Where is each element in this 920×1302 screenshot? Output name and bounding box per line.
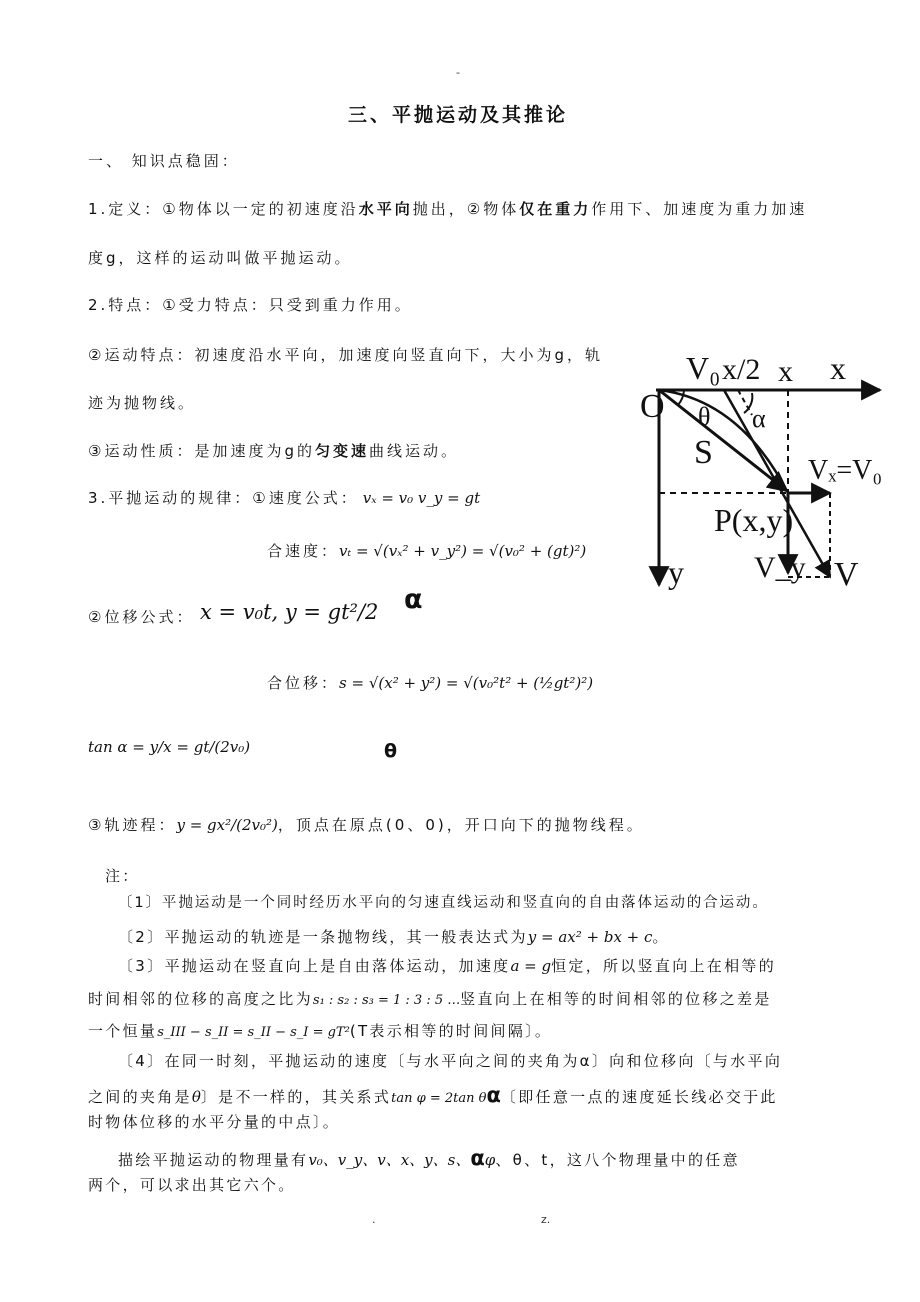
label-y-axis: y: [668, 554, 684, 590]
resultant-displacement: 合位移：s = √(x² + y²) = √(v₀²t² + (½gt²)²): [267, 674, 594, 692]
resultant-displacement-formula: s = √(x² + y²) = √(v₀²t² + (½gt²)²): [339, 674, 594, 692]
notes-label: 注：: [105, 867, 140, 885]
trajectory: ③轨迹程：y = gx²/(2v₀²)，顶点在原点(0、0)，开口向下的抛物线程。: [88, 816, 645, 834]
theta-mark: θ: [384, 740, 398, 762]
note-3-line3: 一个恒量s_III − s_II = s_II − s_I = gT²(T表示相等的时间间隔〕。: [88, 1022, 553, 1040]
note-3-line2: 时间相邻的位移的高度之比为s₁ : s₂ : s₃ = 1 : 3 : 5 …竖直向上在相等的时间相邻的位移之差是: [88, 990, 772, 1008]
definition-line1: 1.定义：①物体以一定的初速度沿水平向抛出，②物体仅在重力作用下、加速度为重力加速: [88, 200, 808, 218]
label-origin: O: [640, 388, 665, 425]
label-v0: V₀: [686, 350, 721, 386]
displacement-label: ②位移公式：: [88, 608, 195, 626]
label-vy: V_y: [754, 551, 806, 584]
label-x-axis: x: [830, 350, 846, 386]
note-4-line1: 〔4〕在同一时刻，平抛运动的速度〔与水平向之间的夹角为α〕向和位移向〔与水平向: [118, 1052, 783, 1070]
definition-line2: 度g，这样的运动叫做平抛运动。: [88, 249, 353, 267]
section-heading: 一、 知识点稳固：: [88, 152, 240, 170]
alpha-mark: α: [404, 584, 423, 615]
note-4-line2: 之间的夹角是θ〕是不一样的，其关系式tan φ = 2tan θα〔即任意一点的速度延长线必交于此: [88, 1083, 778, 1107]
rules-label: 3.平抛运动的规律：①速度公式： vₓ = v₀ v_y = gt: [88, 489, 481, 507]
header-mark: -: [456, 66, 460, 79]
features-intro: 2.特点：①受力特点：只受到重力作用。: [88, 296, 413, 314]
footer-left: .: [372, 1213, 376, 1226]
displacement-formula: x = v₀t, y = gt²/2: [200, 600, 379, 624]
note-3-line1: 〔3〕平抛运动在竖直向上是自由落体运动，加速度a = g恒定，所以竖直向上在相等的: [118, 957, 777, 975]
note-4-line3: 时物体位移的水平分量的中点〕。: [88, 1113, 341, 1131]
velocity-formula: vₓ = v₀ v_y = gt: [362, 489, 481, 507]
note-2: 〔2〕平抛运动的轨迹是一条抛物线，其一般表达式为y = ax² + bx + c。: [118, 928, 670, 946]
theta-arc: [678, 390, 684, 405]
label-s: S: [694, 434, 713, 471]
motion-feature-line2: 迹为抛物线。: [88, 394, 197, 412]
motion-feature-line1: ②运动特点：初速度沿水平向，加速度向竖直向下，大小为g，轨: [88, 346, 603, 364]
label-v: V: [834, 556, 859, 593]
resultant-velocity: 合速度：vₜ = √(vₓ² + v_y²) = √(v₀² + (gt)²): [267, 542, 587, 560]
label-vx-eq-v0: Vₓ=V₀: [808, 455, 883, 486]
summary-line1: 描绘平抛运动的物理量有v₀、v_y、v、x、y、s、αφ、θ、t，这八个物理量中的任意: [118, 1146, 740, 1170]
label-x: x: [778, 355, 793, 388]
summary-line2: 两个，可以求出其它六个。: [88, 1176, 296, 1194]
note-1: 〔1〕平抛运动是一个同时经历水平向的匀速直线运动和竖直向的自由落体运动的合运动。: [118, 895, 769, 911]
projectile-diagram: [640, 345, 895, 600]
footer-right: z.: [541, 1213, 551, 1226]
trajectory-formula: y = gx²/(2v₀²): [176, 816, 278, 834]
label-theta: θ: [698, 402, 711, 431]
page-title: 三、平抛运动及其推论: [348, 104, 569, 126]
label-p: P(x,y): [714, 502, 794, 538]
tan-formula: tan α = y/x = gt/(2v₀): [88, 738, 251, 756]
motion-nature: ③运动性质：是加速度为g的匀变速曲线运动。: [88, 442, 460, 460]
label-x-half: x/2: [722, 353, 761, 386]
label-alpha: α: [752, 404, 766, 433]
resultant-velocity-formula: vₜ = √(vₓ² + v_y²) = √(v₀² + (gt)²): [339, 542, 587, 560]
